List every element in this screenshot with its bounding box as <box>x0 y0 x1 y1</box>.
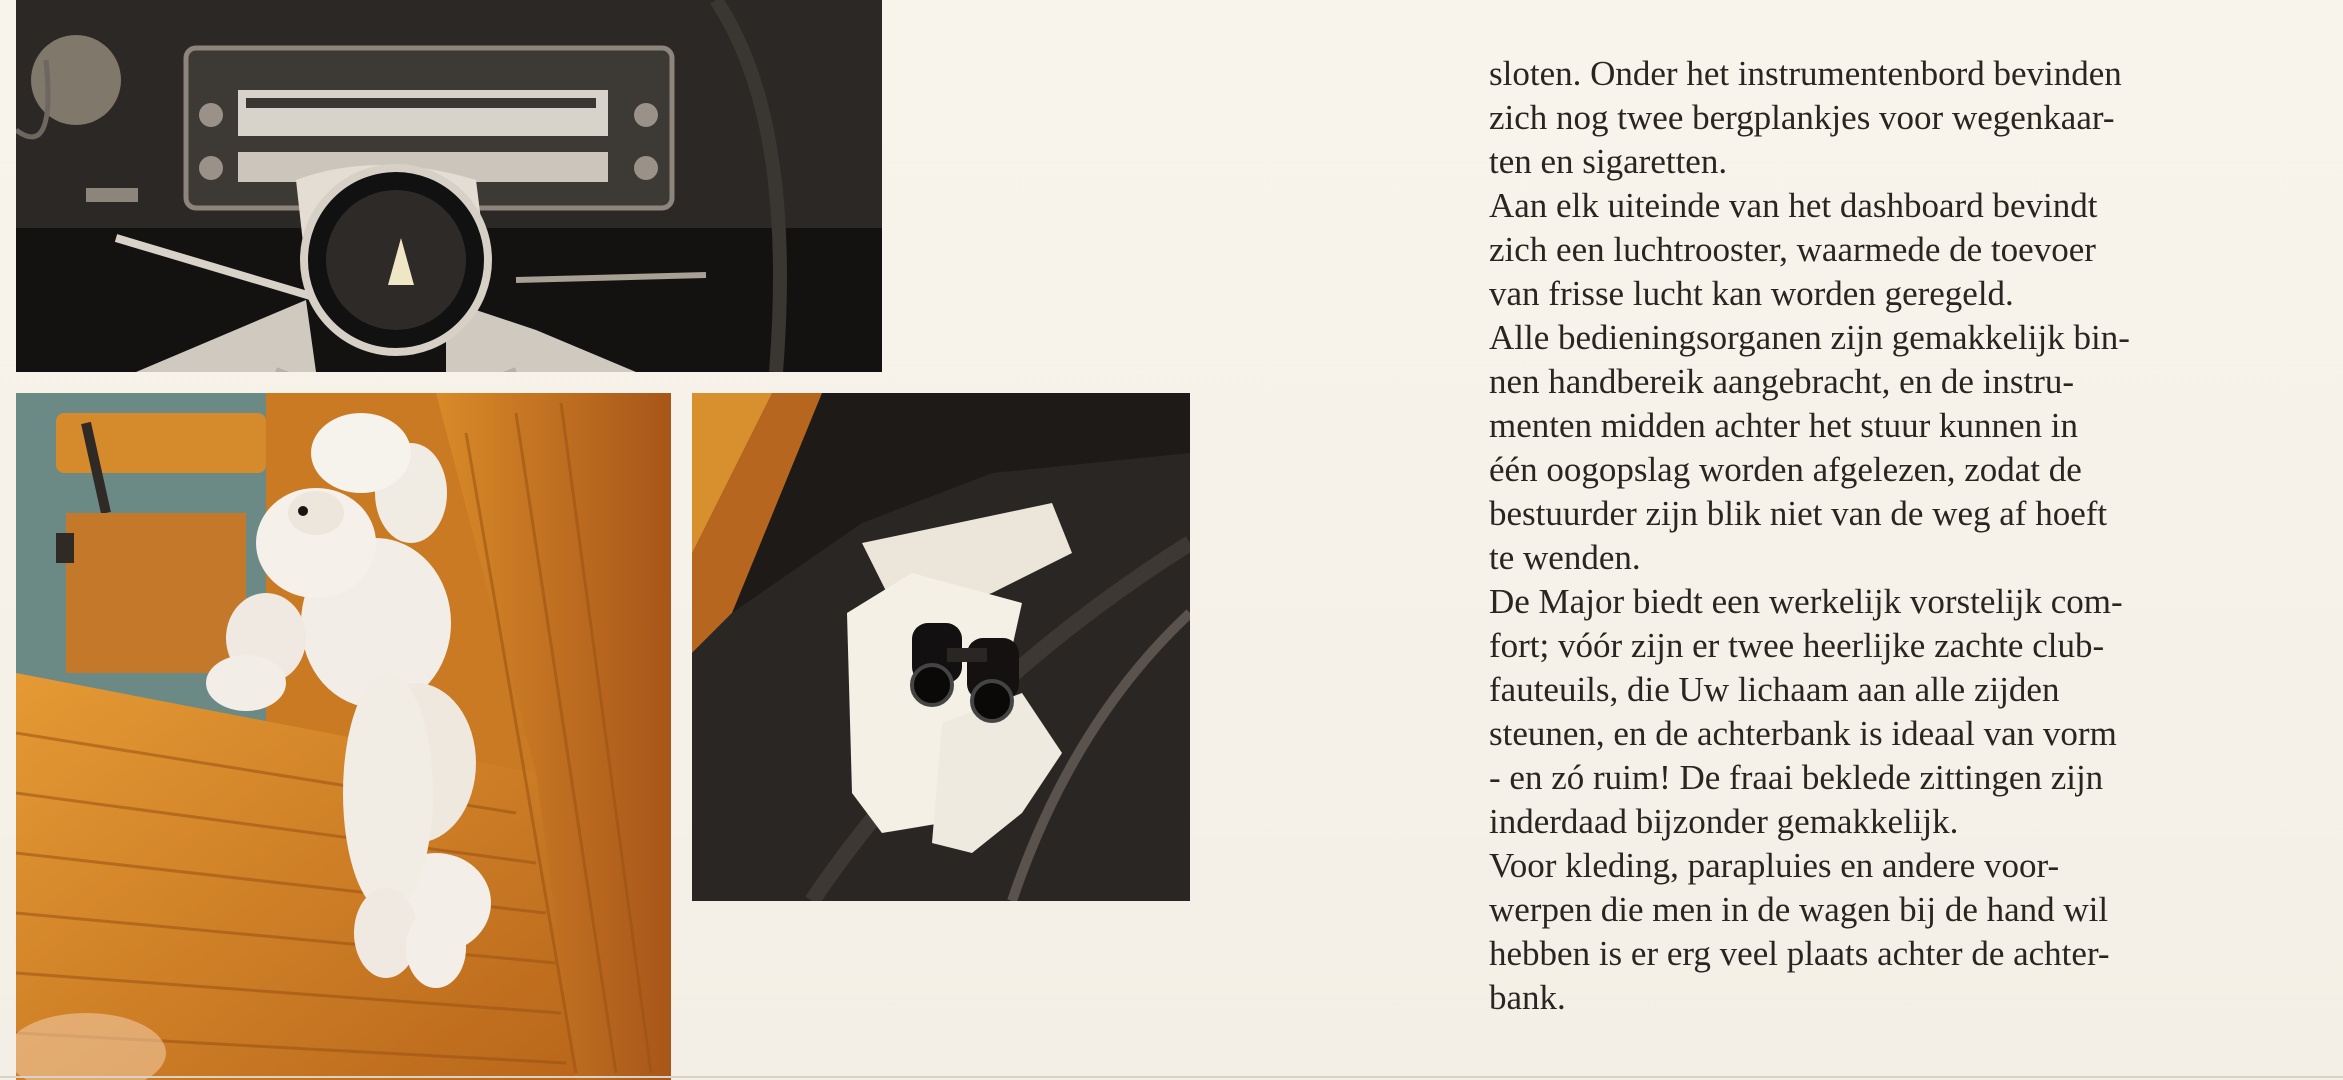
dashboard-photo <box>16 0 882 372</box>
paragraph: Aan elk uiteinde van het dashboard bevindt zich een luchtrooster, waarmede de toevoer van frisse lucht kan worden geregeld. <box>1489 186 2098 313</box>
paragraph: Alle bedieningsorganen zijn gemakkelijk bin- nen handbereik aangebracht, en de instru- menten midden achter het stuur kunnen in één oogopslag worden afgelezen, zodat de bestuurder zijn blik niet van de weg af hoeft te wenden. <box>1489 318 2130 577</box>
gloves-binoculars-photo <box>692 393 1190 901</box>
paragraph: sloten. Onder het instrumentenbord bevinden zich nog twee bergplankjes voor wegenkaar- ten en sigaretten. <box>1489 54 2122 181</box>
article-text <box>1489 52 2289 1020</box>
paragraph: De Major biedt een werkelijk vorstelijk com- fort; vóór zijn er twee heerlijke zachte club- fauteuils, die Uw lichaam aan alle zijden steunen, en de achterbank is ideaal van vorm - en zó ruim! De fraai beklede zittingen zijn inderdaad bijzonder gemakkelijk. <box>1489 582 2123 841</box>
poodle-on-seat-photo <box>16 393 671 1080</box>
page-edge-divider <box>0 1076 2343 1078</box>
paragraph: Voor kleding, parapluies en andere voor- werpen die men in de wagen bij de hand wil hebben is er erg veel plaats achter de achter- bank. <box>1489 846 2110 1017</box>
